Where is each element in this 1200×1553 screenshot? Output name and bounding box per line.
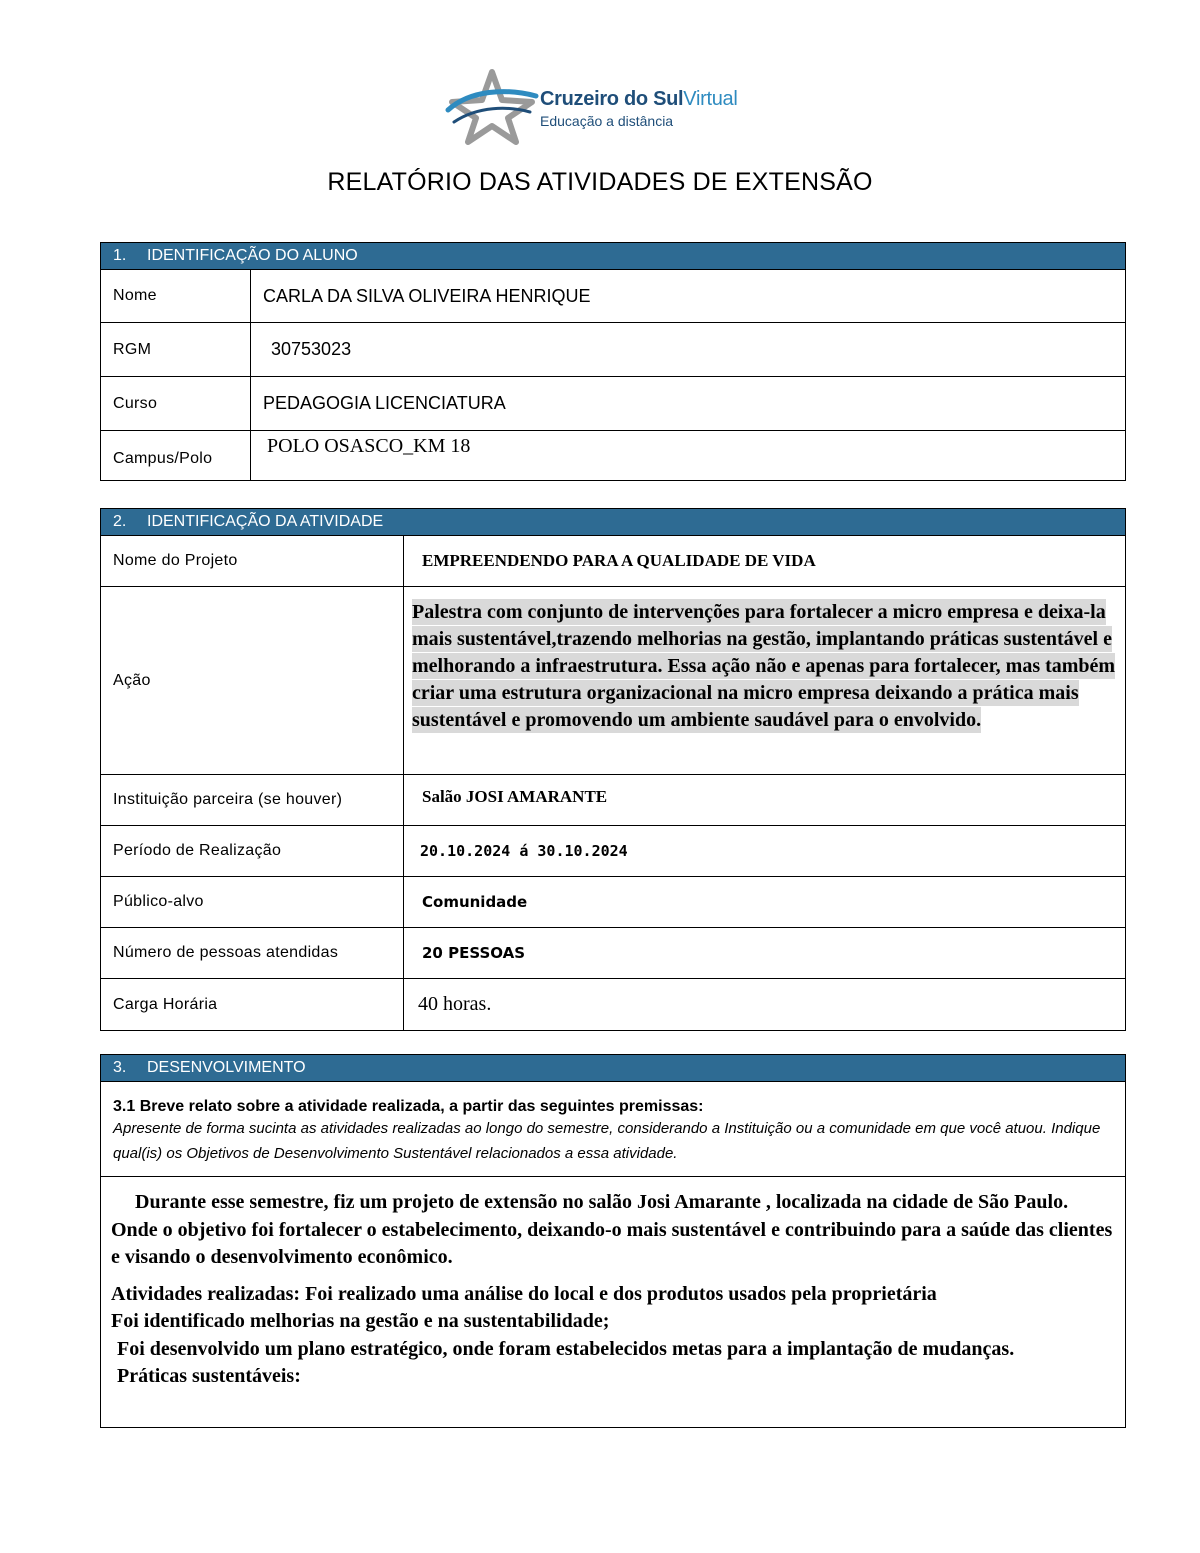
institution-logo (444, 66, 764, 146)
field-label: Nome (101, 270, 251, 323)
field-label: Período de Realização (101, 826, 404, 877)
field-label: Ação (101, 587, 404, 775)
section-title: DESENVOLVIMENTO (147, 1059, 306, 1076)
field-label: RGM (101, 323, 251, 377)
relato-paragraph: Foi identificado melhorias na gestão e na sustentabilidade; (111, 1310, 610, 1332)
table-row (101, 1177, 1126, 1428)
section-header: 1. IDENTIFICAÇÃO DO ALUNO (101, 243, 1126, 270)
project-name-value: EMPREENDENDO PARA A QUALIDADE DE VIDA (404, 536, 1126, 587)
relato-paragraph: Atividades realizadas: Foi realizado uma análise do local e dos produtos usados pela proprietária (111, 1282, 937, 1305)
development-table (100, 1054, 1126, 1428)
document-title: RELATÓRIO DAS ATIVIDADES DE EXTENSÃO (327, 168, 873, 196)
student-name-value: CARLA DA SILVA OLIVEIRA HENRIQUE (251, 270, 1126, 323)
logo-brand: Cruzeiro do SulVirtual (540, 88, 738, 110)
star-logo-icon (444, 66, 540, 146)
partner-institution-value: Salão JOSI AMARANTE (404, 775, 1126, 826)
activity-identification-table (100, 508, 1126, 1031)
table-row (101, 431, 1126, 481)
table-row (101, 270, 1126, 323)
field-label: Público-alvo (101, 877, 404, 928)
table-row (101, 877, 1126, 928)
section-title: IDENTIFICAÇÃO DO ALUNO (147, 247, 358, 264)
table-row (101, 1082, 1126, 1177)
premissa-description: Apresente de forma sucinta as atividades realizadas ao longo do semestre, considerando a Instituição ou a comunidade em que você atuou. Indique qual(is) os Objetivos de Desenvolvimento Sustentável relacionados a essa atividade. (113, 1120, 1101, 1162)
table-row (101, 323, 1126, 377)
section-header: 2. IDENTIFICAÇÃO DA ATIVIDADE (101, 509, 1126, 536)
table-row (101, 587, 1126, 775)
premissa-title: 3.1 Breve relato sobre a atividade realizada, a partir das seguintes premissas: (113, 1098, 704, 1115)
relato-paragraph: Durante esse semestre, fiz um projeto de extensão no salão Josi Amarante , localizada na cidade de São Paulo. Onde o objetivo foi fortalecer o estabelecimento, deixando-o mais sustentável e contribuindo para a saúde das clientes e visando o desenvolvimento econômico. (111, 1191, 1113, 1268)
field-label: Instituição parceira (se houver) (101, 775, 404, 826)
field-label: Carga Horária (101, 979, 404, 1031)
action-description: Palestra com conjunto de intervenções para fortalecer a micro empresa e deixa-la mais sustentável,trazendo melhorias na gestão, implantando práticas sustentável e melhorando a infraestrutura. Essa ação não e apenas para fortalecer, mas também criar uma estrutura organizacional na micro empresa deixando a prática mais sustentável e promovendo um ambiente saudável para o envolvido. (412, 601, 1116, 731)
field-label: Campus/Polo (101, 431, 251, 481)
section-header: 3. DESENVOLVIMENTO (101, 1055, 1126, 1082)
section-title: IDENTIFICAÇÃO DA ATIVIDADE (147, 513, 384, 530)
target-audience-value: Comunidade (404, 877, 1126, 928)
people-served-value: 20 PESSOAS (404, 928, 1126, 979)
campus-value: POLO OSASCO_KM 18 (251, 431, 1126, 481)
table-row (101, 775, 1126, 826)
field-label: Curso (101, 377, 251, 431)
student-identification-table (100, 242, 1126, 481)
relato-paragraph: Foi desenvolvido um plano estratégico, onde foram estabelecidos metas para a implantação de mudanças. (117, 1337, 1015, 1360)
table-row (101, 377, 1126, 431)
table-row (101, 536, 1126, 587)
logo-tagline: Educação a distância (540, 113, 674, 129)
table-row (101, 979, 1126, 1031)
rgm-value: 30753023 (251, 323, 1126, 377)
table-row (101, 826, 1126, 877)
field-label: Nome do Projeto (101, 536, 404, 587)
table-row (101, 928, 1126, 979)
relato-paragraph: Práticas sustentáveis: (117, 1365, 301, 1387)
period-value: 20.10.2024 á 30.10.2024 (404, 826, 1126, 877)
workload-value: 40 horas. (404, 979, 1126, 1031)
field-label: Número de pessoas atendidas (101, 928, 404, 979)
course-value: PEDAGOGIA LICENCIATURA (251, 377, 1126, 431)
